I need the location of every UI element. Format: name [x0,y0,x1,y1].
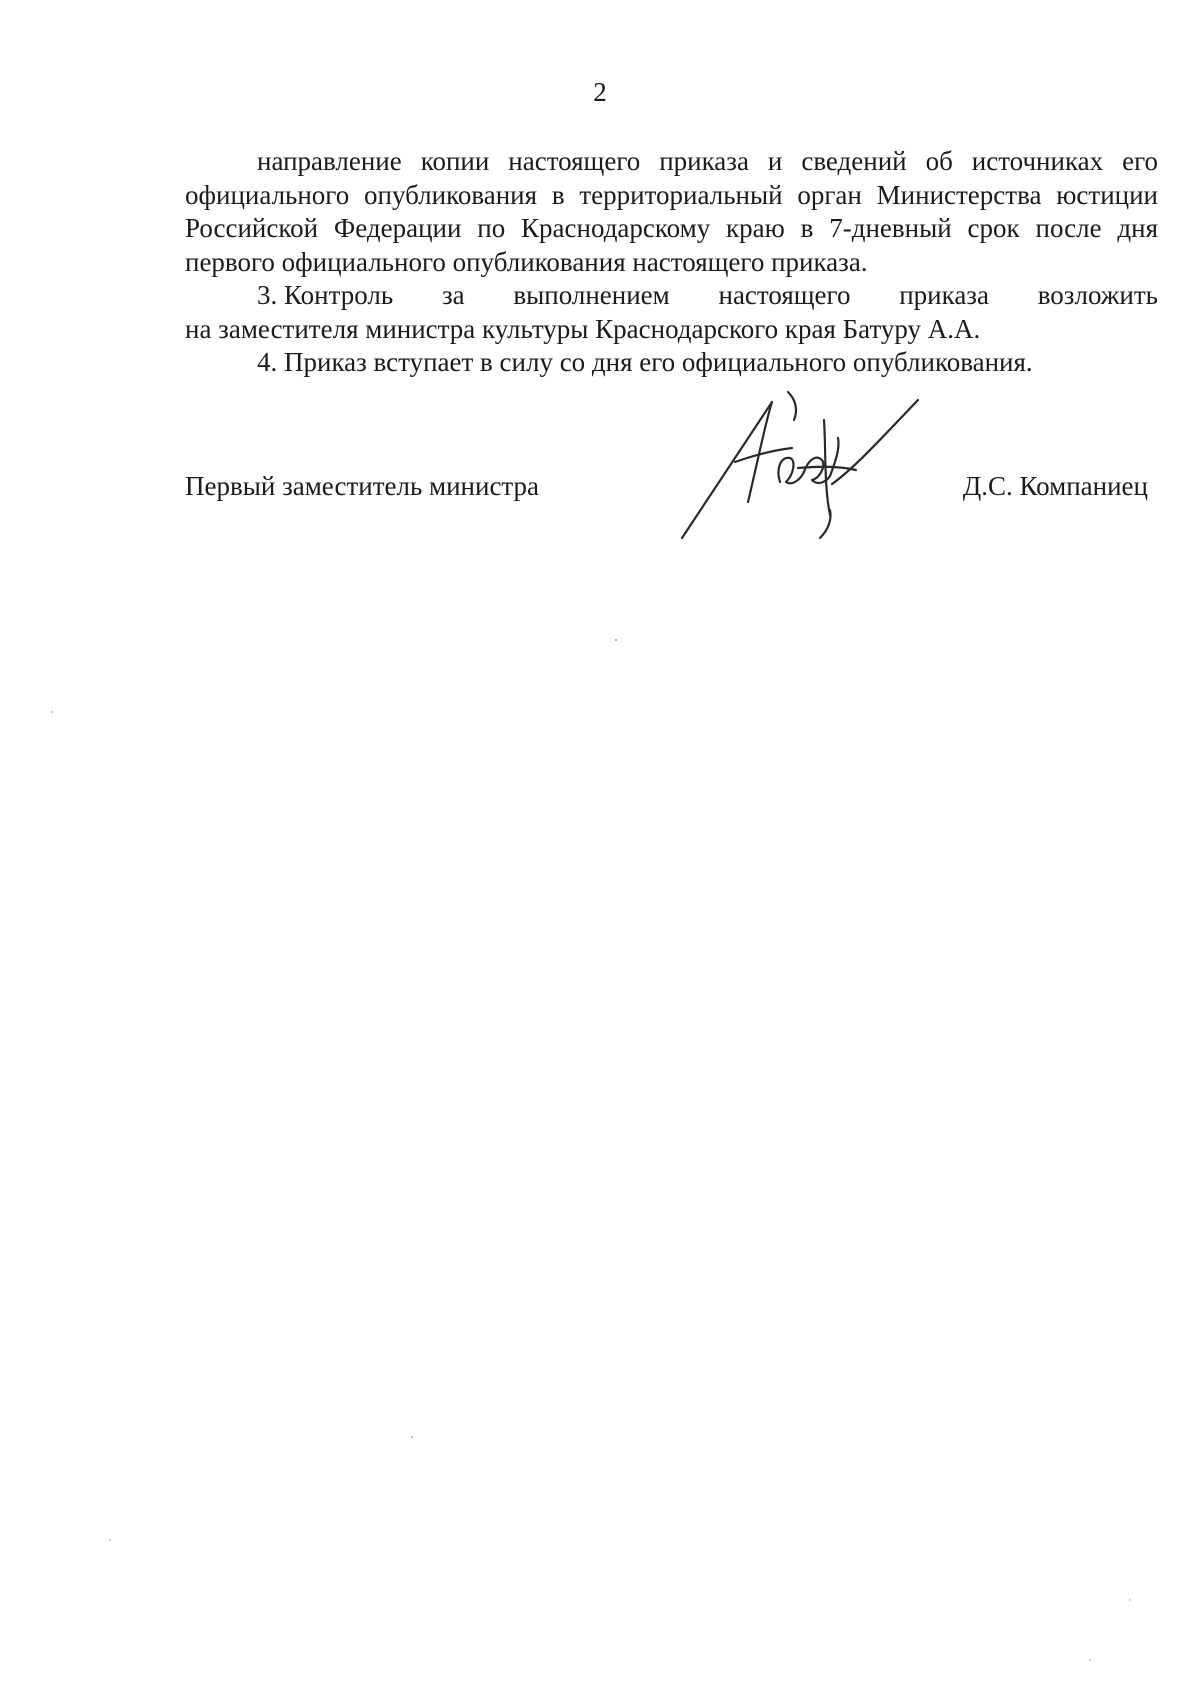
scan-speck [109,1539,111,1541]
paragraph-3 [185,279,1158,346]
scan-speck [1089,1659,1091,1661]
text-line: направление копии настоящего приказа и сведений об источниках его [257,146,1158,176]
signatory-name: Д.С. Компаниец [962,471,1148,501]
scan-speck [51,711,53,713]
text-line: на заместителя министра культуры Краснодарского края Батуру А.А. [185,313,981,344]
scan-speck [411,1436,413,1438]
word: настоящего [718,280,851,310]
document-body [185,145,1158,380]
handwritten-signature-icon [680,390,920,540]
text-line: официального опубликования в территориальный орган Министерства юстиции [185,179,1158,210]
scan-speck [1129,1599,1130,1600]
paragraph-4 [185,346,1158,380]
word: за [441,280,465,310]
signatory-title: Первый заместитель министра [185,471,540,501]
word: приказа [899,280,989,310]
text-line: Российской Федерации по Краснодарскому краю в 7-дневный срок после дня [185,213,1158,243]
page-number: 2 [593,77,607,107]
paragraph-continuation [185,145,1158,279]
text-line [185,279,1158,313]
scan-speck [615,639,617,641]
text-line: 4. Приказ вступает в силу со дня его официального опубликования. [257,347,1033,377]
word: 3. Контроль [257,280,394,310]
word: выполнением [513,280,670,310]
text-line: первого официального опубликования настоящего приказа. [185,246,868,277]
word: возложить [1037,280,1158,310]
